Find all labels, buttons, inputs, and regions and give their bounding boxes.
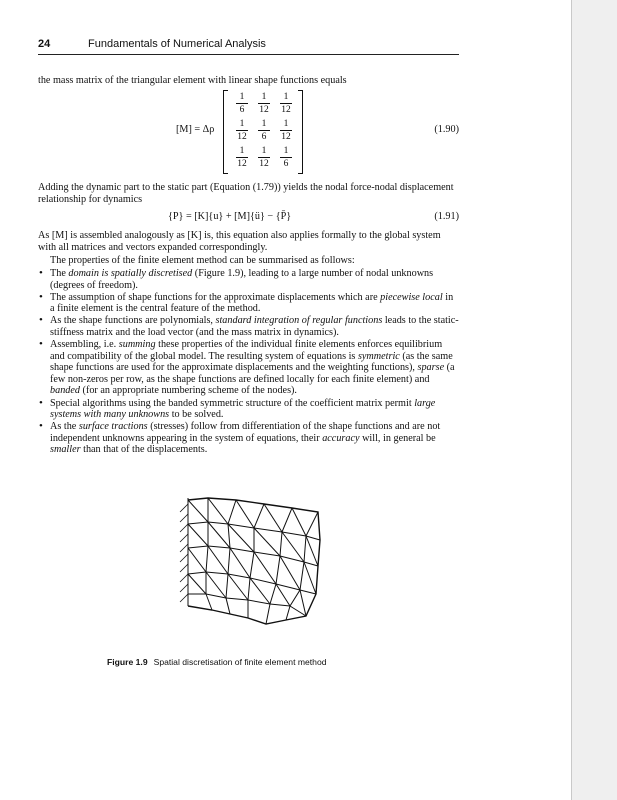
text-run: The [50,268,69,279]
matrix-numerator: 1 [236,119,248,131]
figure-caption-text: Spatial discretisation of finite element method [153,657,327,667]
property-item [38,421,459,456]
matrix-cell [253,92,275,115]
text-run: to be solved. [169,409,224,421]
text-run: leads to the static-stiffness matrix and the load vector (and the mass matrix in dynamics). [50,315,459,338]
matrix-left-bracket [223,90,228,174]
matrix-numerator: 1 [258,92,270,104]
emphasis-text: sparse [417,362,445,374]
property-item [38,268,459,291]
matrix-numerator: 1 [280,119,292,131]
text-run: Special algorithms using the banded symmetric structure of the coefficient matrix permit [50,397,415,409]
text-run: will, in general be [359,432,436,444]
emphasis-text: domain is spatially discretised [68,268,193,279]
property-item [38,292,459,315]
matrix-denominator: 6 [261,132,267,142]
text-run: (for an appropriate numbering scheme of the nodes). [80,385,297,397]
matrix-numerator: 1 [258,146,270,158]
property-item [38,339,459,397]
equation-number-190: (1.90) [434,124,459,135]
matrix-numerator: 1 [258,119,270,131]
paragraph-properties: The properties of the finite element method can be summarised as follows: [50,255,355,266]
equation-191: {P} = [K]{u} + [M]{ü} − {P̄} [168,211,292,222]
equation-number-191: (1.91) [434,211,459,222]
matrix-denominator: 12 [281,105,291,115]
mass-matrix [223,90,303,172]
text-run: than that of the displacements. [80,444,208,456]
matrix-right-bracket [298,90,303,174]
fe-mesh-figure [166,494,326,654]
matrix-denominator: 12 [259,105,269,115]
matrix-denominator: 12 [237,132,247,142]
property-list [38,268,459,457]
emphasis-text: banded [50,385,80,397]
text-run: As the [50,421,79,433]
emphasis-text: large systems with many unknowns [50,397,436,421]
matrix-cell [253,146,275,169]
matrix-numerator: 1 [236,92,248,104]
matrix-cell [275,92,297,115]
emphasis-text: standard integration of regular functions [215,315,383,327]
text-run: Assembling, i.e. [50,339,119,351]
matrix-numerator: 1 [236,146,248,158]
support-hatching [180,504,188,602]
property-item [38,315,459,338]
matrix-cell [275,119,297,142]
emphasis-text: summing [118,339,156,351]
figure-label: Figure 1.9 [107,657,148,667]
emphasis-text: surface tractions [78,421,148,433]
matrix-denominator: 6 [239,105,245,115]
header-rule [38,54,459,55]
text-run: (a few non-zeros per row, as the shape functions are defined locally for each finite element) and [50,362,455,385]
running-title: Fundamentals of Numerical Analysis [88,38,266,50]
text-run: (Figure 1.9), leading to a large number of nodal unknowns (degrees of freedom). [50,268,434,291]
matrix-denominator: 6 [283,159,289,169]
matrix-lhs: [M] = Δρ [176,124,215,135]
text-run: (stresses) follow from differentiation of the shape functions and are not independent unknowns appearing in the system of equations, their [50,421,441,444]
emphasis-text: accuracy [322,432,360,444]
right-scroll-panel [571,0,617,800]
matrix-numerator: 1 [280,92,292,104]
matrix-denominator: 12 [281,132,291,142]
emphasis-text: symmetric [357,350,400,362]
text-run: in a finite element is the central feature of the method. [50,291,454,315]
text-run: As the shape functions are polynomials, [50,315,216,327]
mesh-lines [188,498,320,624]
matrix-numerator: 1 [280,146,292,158]
matrix-cell [275,146,297,169]
intro-text: the mass matrix of the triangular element with linear shape functions equals [38,75,347,86]
running-header [38,38,459,50]
paragraph-dynamic: Adding the dynamic part to the static part (Equation (1.79)) yields the nodal force-nodal displacement relationship for dynamics [38,182,454,206]
page-number: 24 [38,38,51,50]
matrix-cell [231,92,253,115]
figure-caption [107,657,327,667]
paragraph-assembly: As [M] is assembled analogously as [K] is, this equation also applies formally to the global system with all matrices and vectors expanded correspondingly. [38,230,441,254]
matrix-denominator: 12 [259,159,269,169]
property-item [38,398,459,421]
matrix-cell [231,146,253,169]
text-run: The assumption of shape functions for the approximate displacements which are [50,291,381,303]
emphasis-text: piecewise local [380,291,443,303]
text-run: these properties of the individual finite elements enforces equilibrium and compatibility of the global model. The resulting system of equations is [50,339,443,362]
emphasis-text: smaller [50,444,81,456]
matrix-cell [253,119,275,142]
matrix-cell [231,119,253,142]
page [38,0,459,800]
matrix-denominator: 12 [237,159,247,169]
text-run: (as the same shape functions are used for the approximate displacements and the weighting functions), [50,350,453,374]
